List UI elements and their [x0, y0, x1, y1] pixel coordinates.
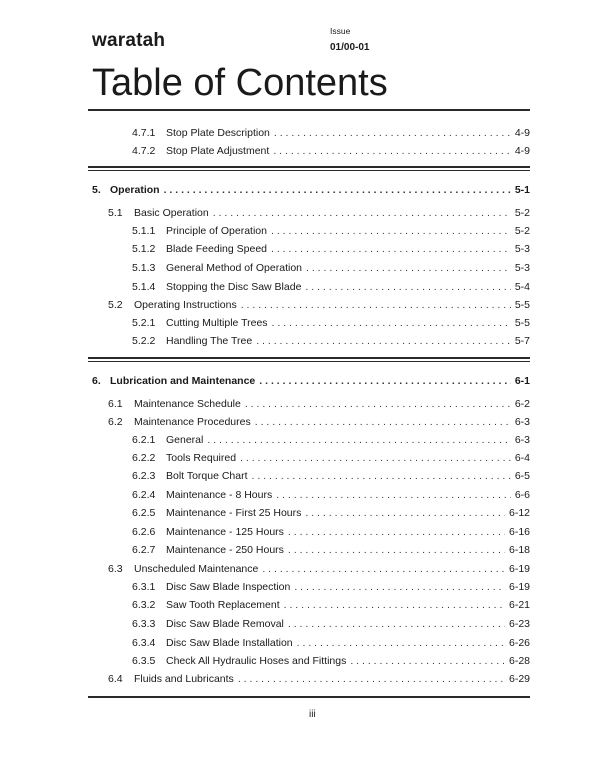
toc-entry-number: 5.1 [108, 207, 123, 219]
toc-entry[interactable] [132, 261, 530, 275]
toc-entry[interactable] [108, 397, 530, 411]
toc-entry-number: 4.7.1 [132, 127, 156, 139]
toc-entry-page: 6-23 [508, 618, 530, 630]
toc-entry-label: Operating Instructions [134, 299, 237, 311]
toc-entry-label: Lubrication and Maintenance [110, 375, 256, 387]
toc-entry[interactable] [132, 469, 530, 483]
section-rule [88, 357, 530, 359]
toc-entry-label: Maintenance Procedures [134, 416, 251, 428]
toc-entry-page: 4-9 [514, 145, 530, 157]
toc-entry-page: 4-9 [514, 127, 530, 139]
toc-entry-number: 6.2.5 [132, 507, 156, 519]
dot-leader [245, 397, 511, 411]
toc-entry-number: 6.2.4 [132, 489, 156, 501]
toc-entry-page: 5-1 [514, 184, 530, 196]
toc-entry-page: 6-5 [514, 470, 530, 482]
dot-leader [252, 469, 511, 483]
toc-entry-page: 6-6 [514, 489, 530, 501]
toc-entry-number: 6.3 [108, 563, 123, 575]
toc-entry-page: 5-5 [514, 317, 530, 329]
dot-leader [305, 506, 505, 520]
dot-leader [297, 636, 505, 650]
toc-entry-page: 6-12 [508, 507, 530, 519]
toc-entry-number: 5.1.2 [132, 243, 156, 255]
toc-entry-page: 5-4 [514, 281, 530, 293]
toc-entry-number: 5.2.2 [132, 335, 156, 347]
toc-entry-number: 6.3.2 [132, 599, 156, 611]
toc-entry-label: Stop Plate Description [166, 127, 270, 139]
toc-entry-number: 6.4 [108, 673, 123, 685]
toc-entry-page: 6-4 [514, 452, 530, 464]
toc-entry[interactable] [108, 298, 530, 312]
toc-entry-label: General Method of Operation [166, 262, 302, 274]
dot-leader [262, 562, 505, 576]
dot-leader [259, 374, 511, 388]
toc-entry-label: Bolt Torque Chart [166, 470, 248, 482]
toc-entry-number: 6.2.1 [132, 434, 156, 446]
toc-entry[interactable] [132, 543, 530, 557]
toc-entry-label: Basic Operation [134, 207, 209, 219]
toc-entry-number: 6. [92, 375, 101, 387]
dot-leader [288, 617, 505, 631]
toc-entry[interactable] [132, 316, 530, 330]
toc-entry-label: Stop Plate Adjustment [166, 145, 270, 157]
toc-entry-number: 5.1.3 [132, 262, 156, 274]
toc-entry-number: 6.2.3 [132, 470, 156, 482]
toc-entry-label: Cutting Multiple Trees [166, 317, 268, 329]
dot-leader [273, 144, 510, 158]
toc-entry-label: Blade Feeding Speed [166, 243, 267, 255]
toc-entry-label: Principle of Operation [166, 225, 267, 237]
toc-entry[interactable] [132, 224, 530, 238]
toc-entry-label: Operation [110, 184, 160, 196]
toc-entry-number: 6.3.5 [132, 655, 156, 667]
toc-entry-page: 5-2 [514, 225, 530, 237]
dot-leader [305, 280, 510, 294]
toc-entry[interactable] [132, 617, 530, 631]
bottom-rule [88, 696, 530, 698]
toc-entry[interactable] [132, 144, 530, 158]
issue-label: Issue [330, 26, 351, 36]
toc-entry-label: Check All Hydraulic Hoses and Fittings [166, 655, 347, 667]
toc-entry[interactable] [92, 374, 530, 388]
toc-entry-page: 5-3 [514, 262, 530, 274]
toc-entry-page: 6-16 [508, 526, 530, 538]
toc-entry-number: 5. [92, 184, 101, 196]
dot-leader [288, 543, 505, 557]
toc-entry[interactable] [132, 525, 530, 539]
toc-entry[interactable] [132, 506, 530, 520]
toc-entry[interactable] [132, 433, 530, 447]
toc-entry-page: 5-7 [514, 335, 530, 347]
dot-leader [274, 126, 511, 140]
toc-entry-number: 4.7.2 [132, 145, 156, 157]
toc-entry[interactable] [108, 206, 530, 220]
section-rule [88, 170, 530, 171]
toc-entry[interactable] [132, 126, 530, 140]
dot-leader [350, 654, 505, 668]
page-title: Table of Contents [92, 62, 388, 104]
toc-entry-number: 6.2.7 [132, 544, 156, 556]
issue-value: 01/00-01 [330, 42, 370, 53]
dot-leader [284, 598, 505, 612]
dot-leader [294, 580, 505, 594]
toc-entry-page: 6-21 [508, 599, 530, 611]
toc-entry-label: Disc Saw Blade Installation [166, 637, 293, 649]
toc-entry-label: Maintenance - First 25 Hours [166, 507, 302, 519]
toc-entry-label: Disc Saw Blade Inspection [166, 581, 291, 593]
toc-entry-number: 6.1 [108, 398, 123, 410]
toc-entry-page: 6-18 [508, 544, 530, 556]
toc-entry-number: 6.2.2 [132, 452, 156, 464]
title-rule [88, 109, 530, 111]
toc-entry-page: 6-2 [514, 398, 530, 410]
toc-entry-number: 5.1.4 [132, 281, 156, 293]
toc-entry[interactable] [132, 280, 530, 294]
toc-entry-number: 6.3.1 [132, 581, 156, 593]
toc-entry[interactable] [92, 183, 530, 197]
toc-entry-label: Handling The Tree [166, 335, 253, 347]
toc-entry[interactable] [132, 654, 530, 668]
toc-entry[interactable] [108, 562, 530, 576]
toc-entry-page: 6-28 [508, 655, 530, 667]
toc-entry-label: Maintenance - 125 Hours [166, 526, 284, 538]
dot-leader [240, 451, 511, 465]
toc-entry-page: 5-3 [514, 243, 530, 255]
section-rule [88, 361, 530, 362]
toc-entry[interactable] [132, 580, 530, 594]
toc-entry-number: 5.2 [108, 299, 123, 311]
toc-entry-label: Saw Tooth Replacement [166, 599, 280, 611]
toc-entry-label: Tools Required [166, 452, 237, 464]
dot-leader [256, 334, 511, 348]
toc-entry-number: 6.3.4 [132, 637, 156, 649]
footer-page-number: iii [309, 709, 316, 720]
dot-leader [241, 298, 511, 312]
dot-leader [271, 224, 511, 238]
toc-entry[interactable] [132, 488, 530, 502]
toc-entry-label: General [166, 434, 204, 446]
toc-entry-page: 6-26 [508, 637, 530, 649]
toc-entry-number: 5.2.1 [132, 317, 156, 329]
toc-entry-number: 6.2.6 [132, 526, 156, 538]
dot-leader [272, 316, 511, 330]
toc-entry-page: 5-2 [514, 207, 530, 219]
dot-leader [164, 183, 511, 197]
dot-leader [238, 672, 505, 686]
brand-logo: waratah [92, 30, 166, 51]
toc-entry-number: 5.1.1 [132, 225, 156, 237]
toc-entry-label: Maintenance - 8 Hours [166, 489, 273, 501]
toc-entry[interactable] [132, 242, 530, 256]
toc-entry[interactable] [132, 598, 530, 612]
toc-entry-label: Maintenance Schedule [134, 398, 241, 410]
toc-entry[interactable] [132, 451, 530, 465]
toc-entry-label: Maintenance - 250 Hours [166, 544, 284, 556]
toc-entry-page: 6-19 [508, 581, 530, 593]
toc-entry-number: 6.3.3 [132, 618, 156, 630]
toc-entry-number: 6.2 [108, 416, 123, 428]
dot-leader [271, 242, 511, 256]
toc-entry-page: 5-5 [514, 299, 530, 311]
toc-entry-label: Disc Saw Blade Removal [166, 618, 284, 630]
toc-entry[interactable] [108, 415, 530, 429]
toc-entry-page: 6-3 [514, 434, 530, 446]
toc-entry-page: 6-19 [508, 563, 530, 575]
dot-leader [207, 433, 510, 447]
toc-entry-label: Stopping the Disc Saw Blade [166, 281, 302, 293]
toc-entry[interactable] [108, 672, 530, 686]
dot-leader [288, 525, 505, 539]
section-rule [88, 166, 530, 168]
toc-entry-label: Fluids and Lubricants [134, 673, 234, 685]
dot-leader [255, 415, 511, 429]
toc-entry[interactable] [132, 636, 530, 650]
dot-leader [306, 261, 511, 275]
toc-entry-page: 6-3 [514, 416, 530, 428]
toc-entry-page: 6-29 [508, 673, 530, 685]
dot-leader [276, 488, 511, 502]
toc-entry[interactable] [132, 334, 530, 348]
toc-entry-label: Unscheduled Maintenance [134, 563, 259, 575]
toc-entry-page: 6-1 [514, 375, 530, 387]
dot-leader [213, 206, 511, 220]
